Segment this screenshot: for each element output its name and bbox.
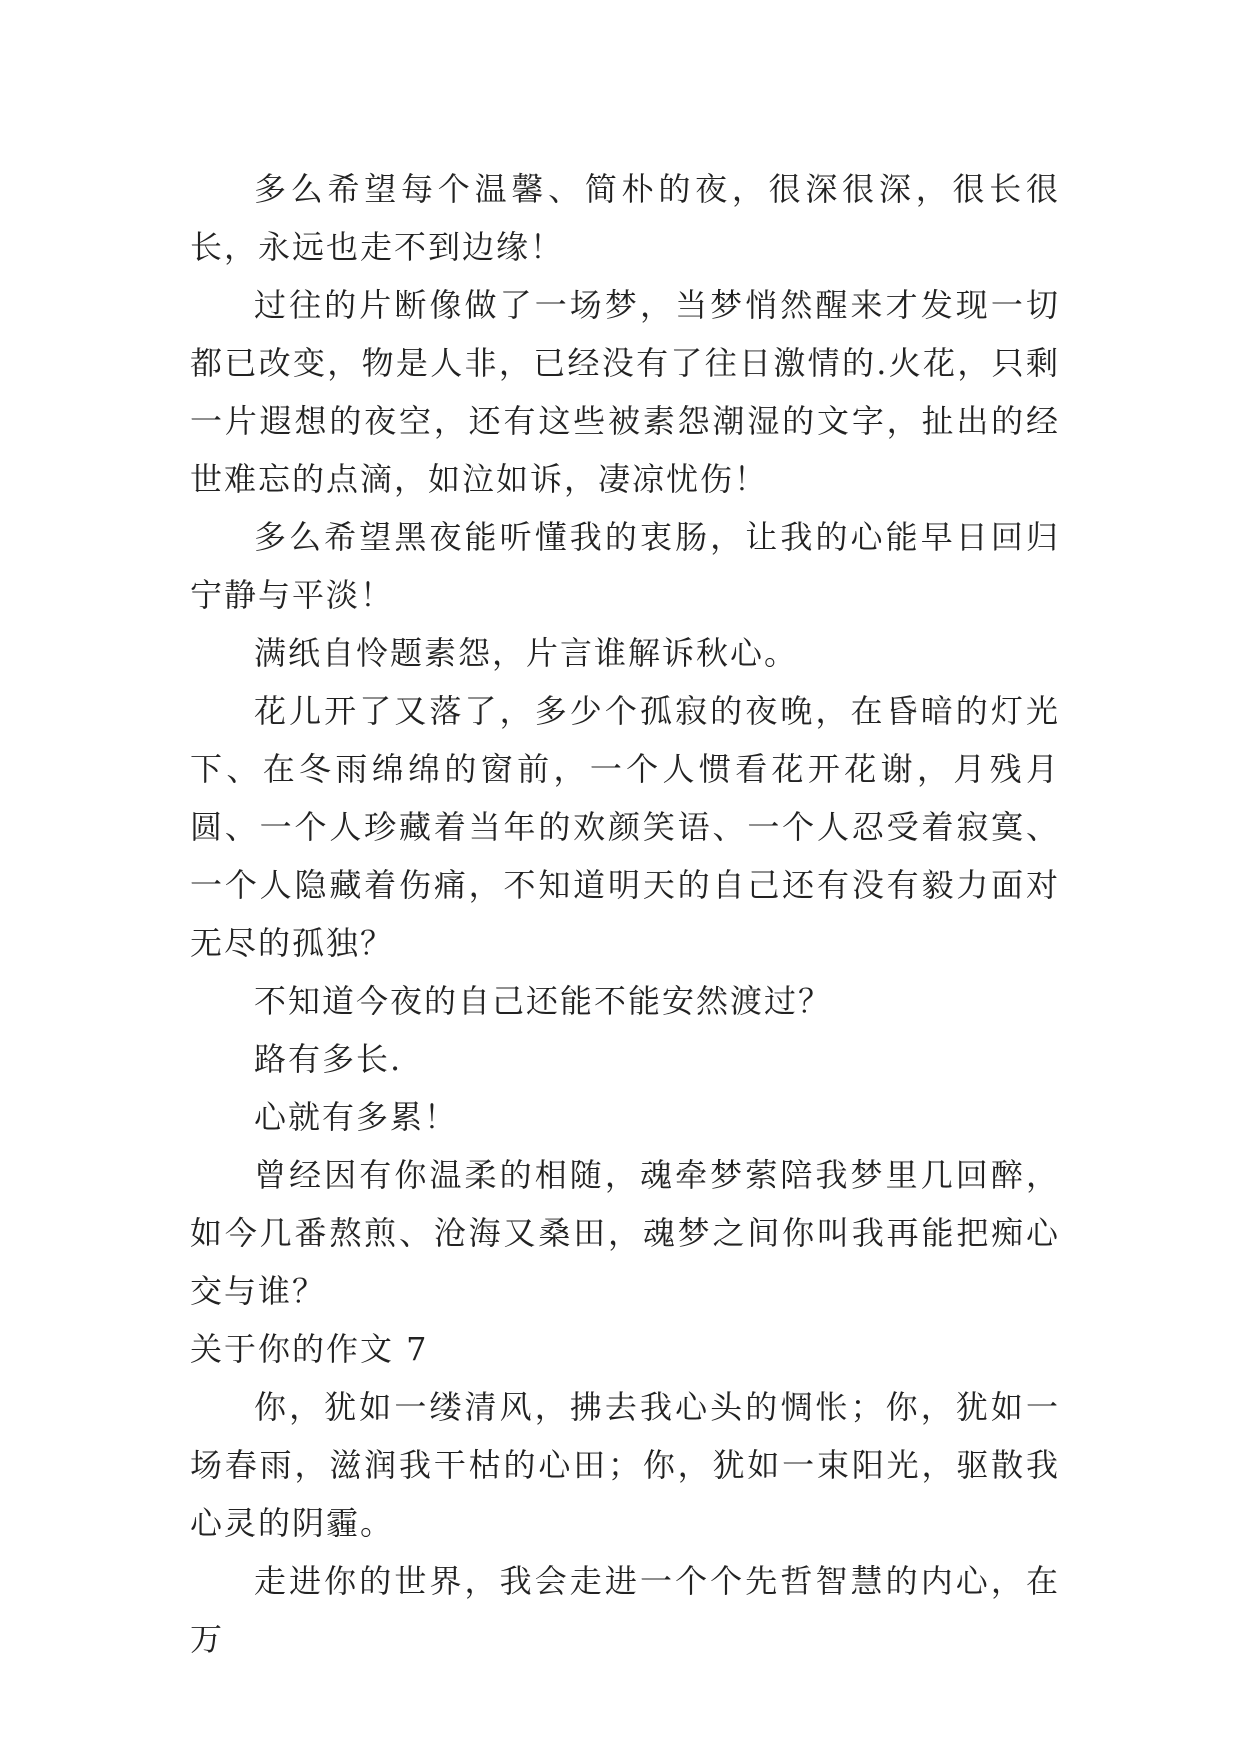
paragraph: 心就有多累！ [254, 1098, 459, 1136]
paragraph: 多么希望黑夜能听懂我的衷肠，让我的心能早日回归宁静与平淡！ [190, 518, 1060, 614]
section-heading: 关于你的作文 7 [190, 1330, 429, 1368]
paragraph: 花儿开了又落了，多少个孤寂的夜晚，在昏暗的灯光下、在冬雨绵绵的窗前，一个人惯看花开花谢，月残月圆、一个人珍藏着当年的欢颜笑语、一个人忍受着寂寞、一个人隐藏着伤痛，不知道明天的自己还有没有毅力面对无尽的孤独？ [190, 692, 1060, 962]
paragraph: 你，犹如一缕清风，拂去我心头的惆怅；你，犹如一场春雨，滋润我干枯的心田；你，犹如一束阳光，驱散我心灵的阴霾。 [190, 1388, 1060, 1542]
paragraph: 走进你的世界，我会走进一个个先哲智慧的内心，在万 [190, 1562, 1060, 1658]
paragraph: 路有多长. [254, 1040, 403, 1078]
document-body [190, 160, 1060, 1668]
paragraph: 过往的片断像做了一场梦，当梦悄然醒来才发现一切都已改变，物是人非，已经没有了往日激情的.火花，只剩一片遐想的夜空，还有这些被素怨潮湿的文字，扯出的经世难忘的点滴，如泣如诉，凄凉忧伤！ [190, 286, 1060, 498]
paragraph: 不知道今夜的自己还能不能安然渡过？ [254, 982, 833, 1020]
paragraph: 曾经因有你温柔的相随，魂牵梦萦陪我梦里几回醉，如今几番熬煎、沧海又桑田，魂梦之间你叫我再能把痴心交与谁？ [190, 1156, 1060, 1310]
paragraph: 多么希望每个温馨、简朴的夜，很深很深，很长很长，永远也走不到边缘！ [190, 170, 1060, 266]
paragraph: 满纸自怜题素怨，片言谁解诉秋心。 [254, 634, 799, 672]
